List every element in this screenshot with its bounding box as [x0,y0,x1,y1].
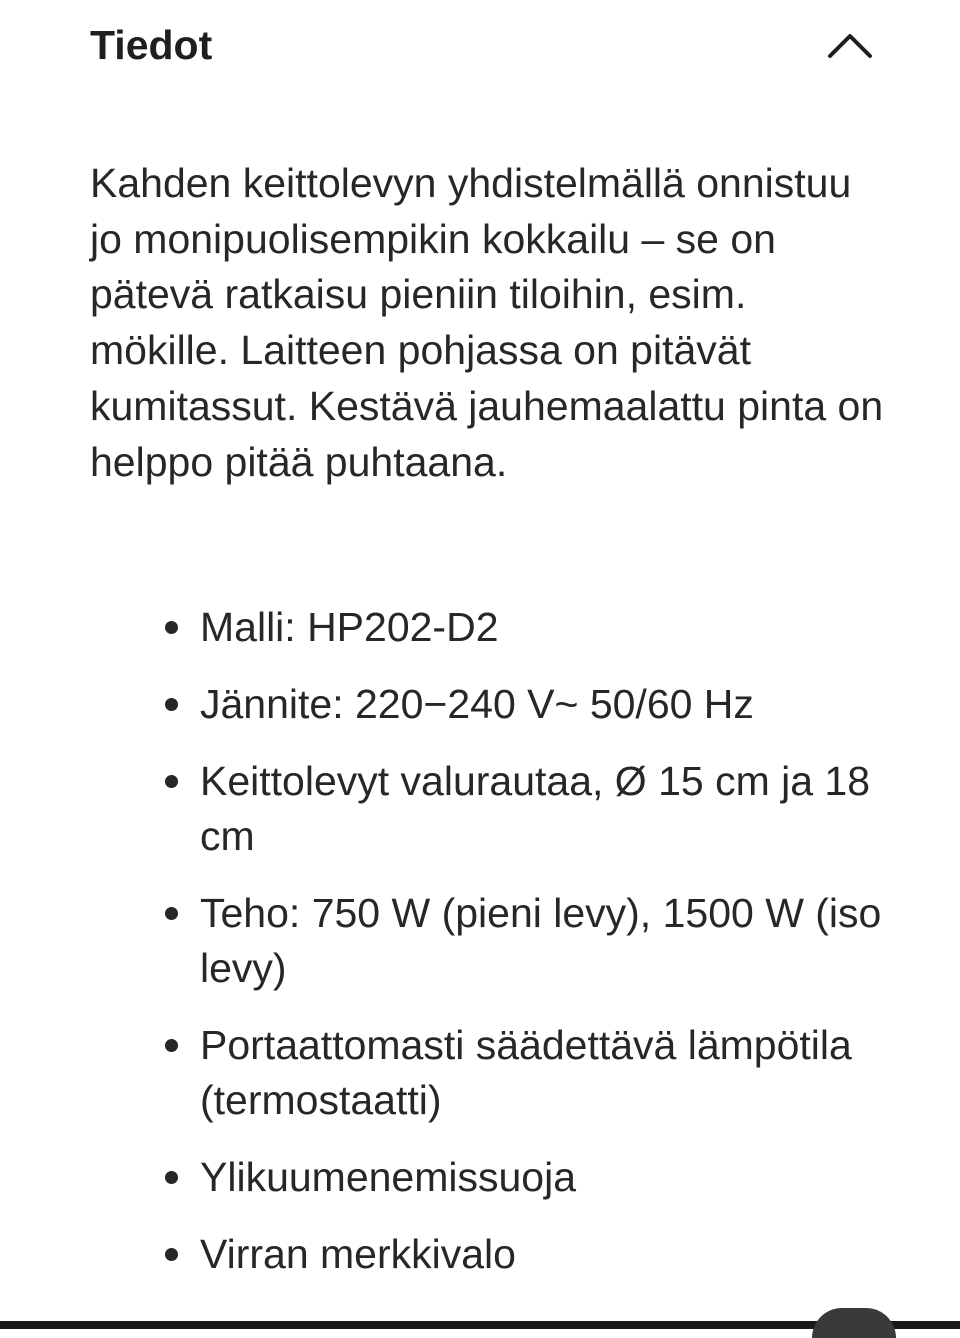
spec-text: Jännite: 220−240 V~ 50/60 Hz [200,681,754,727]
list-item [200,886,890,996]
floating-action-button[interactable] [812,1308,896,1338]
bullet-icon [165,907,178,920]
list-item [200,1227,890,1282]
list-item [200,1018,890,1128]
list-item [200,600,890,655]
section-title: Tiedot [90,22,213,68]
spec-text: Teho: 750 W (pieni levy), 1500 W (iso levy) [200,890,882,991]
bullet-icon [165,1171,178,1184]
accordion-header[interactable] [0,0,960,90]
spec-text: Portaattomasti säädettävä lämpötila (termostaatti) [200,1022,852,1123]
list-item [200,1150,890,1205]
spec-text: Ylikuumenemissuoja [200,1154,577,1200]
chevron-up-icon[interactable] [822,22,878,70]
spec-text: Virran merkkivalo [200,1231,516,1277]
list-item [200,754,890,864]
bullet-icon [165,775,178,788]
list-item [200,677,890,732]
spec-text: Malli: HP202-D2 [200,604,499,650]
bullet-icon [165,698,178,711]
product-description: Kahden keittolevyn yhdistelmällä onnistuu jo monipuolisempikin kokkailu – se on pätevä ratkaisu pieniin tiloihin, esim. mökille. Laitteen pohjassa on pitävät kumitassut. Kestävä jauhemaalattu pinta on helppo pitää puhtaana. [90,160,884,485]
spec-list [200,600,890,1304]
bullet-icon [165,1039,178,1052]
bullet-icon [165,1248,178,1261]
spec-text: Keittolevyt valurautaa, Ø 15 cm ja 18 cm [200,758,871,859]
bullet-icon [165,621,178,634]
